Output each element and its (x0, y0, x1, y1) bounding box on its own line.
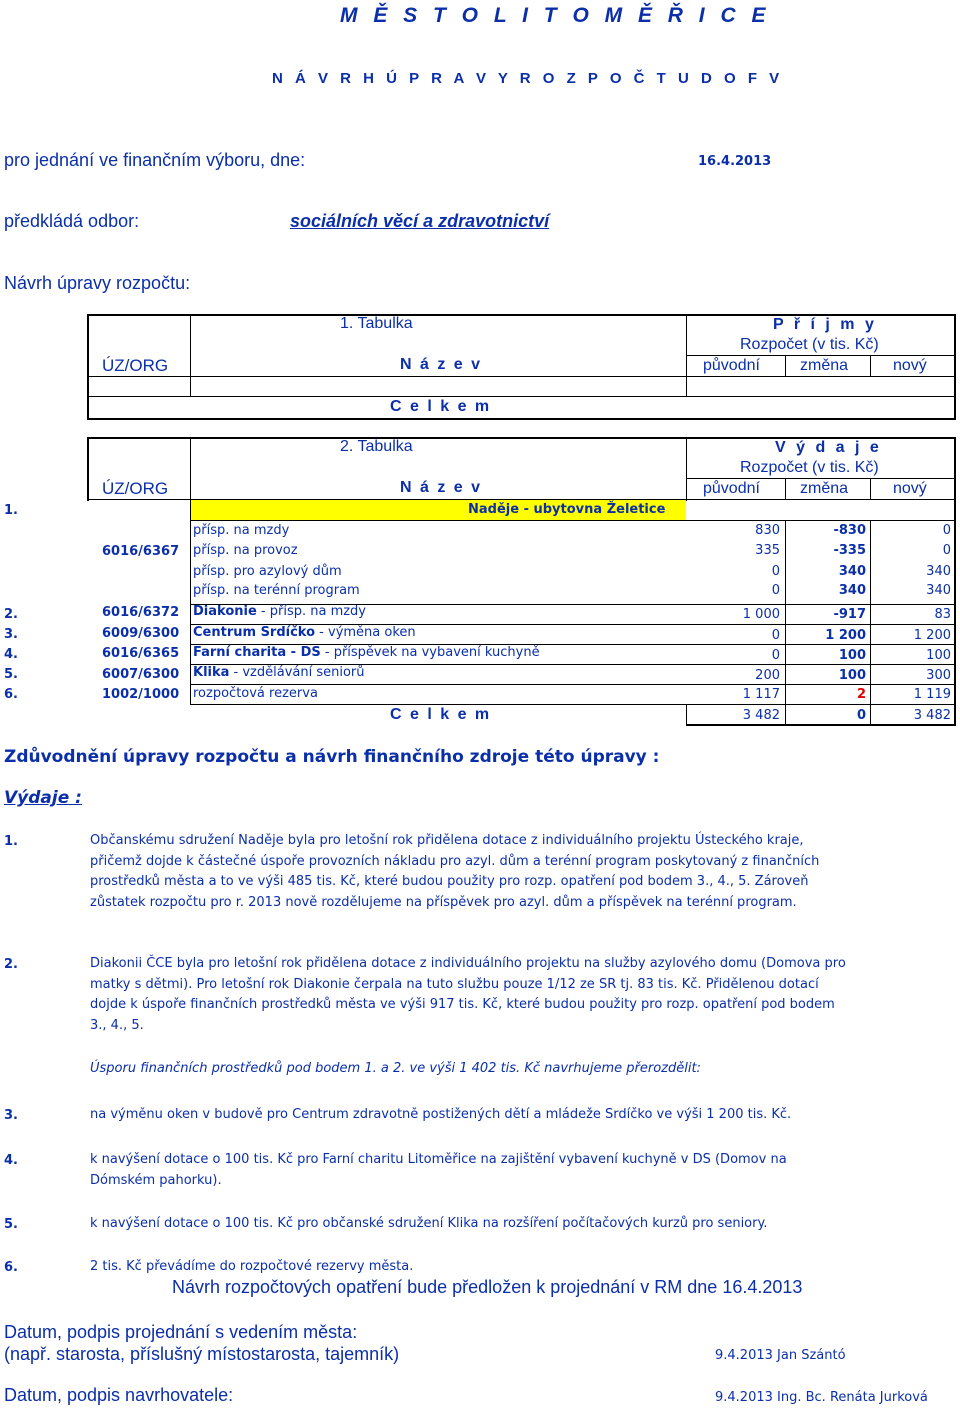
table2-budget-label: Rozpočet (v tis. Kč) (740, 459, 879, 476)
table2-col-zmena: změna (800, 480, 849, 497)
row-puvodni: 335 (755, 543, 780, 558)
savings-note: Úsporu finančních prostředků pod bodem 1. a 2. ve výši 1 402 tis. Kč navrhujeme přerozdělit: (90, 1061, 701, 1076)
row-zmena: 340 (838, 583, 866, 598)
row-number: 6. (4, 687, 18, 702)
row-puvodni: 0 (771, 583, 780, 598)
table1-col-zmena: změna (800, 357, 849, 374)
item-number: 6. (4, 1260, 18, 1275)
row-name: přísp. na provoz (193, 543, 298, 558)
row-novy: 300 (926, 668, 951, 683)
signature-label-3: Datum, podpis navrhovatele: (4, 1385, 234, 1405)
row-name: Farní charita - DS - příspěvek na vybavení kuchyně (193, 645, 540, 660)
row-number: 3. (4, 627, 18, 642)
table1-total-label: C e l k e m (390, 398, 492, 415)
signature-label-1: Datum, podpis projednání s vedením města: (4, 1322, 358, 1342)
table1-budget-label: Rozpočet (v tis. Kč) (740, 336, 879, 353)
table2-title: 2. Tabulka (340, 438, 413, 455)
row-novy: 1 119 (913, 687, 951, 702)
table1-col-puvodni: původní (703, 357, 760, 374)
item-number: 4. (4, 1153, 18, 1168)
item-text: k navýšení dotace o 100 tis. Kč pro občanské sdružení Klika na rozšíření počítačových kurzů pro seniory. (90, 1216, 768, 1231)
row-novy: 100 (926, 648, 951, 663)
table1-org-header: ÚZ/ORG (102, 356, 169, 375)
row-name: přísp. na mzdy (193, 523, 290, 538)
row-zmena: 100 (838, 668, 866, 683)
row-name: Diakonie - přísp. na mzdy (193, 604, 367, 619)
table1-col-novy: nový (893, 357, 927, 374)
row-novy: 1 200 (913, 628, 951, 643)
row-novy: 340 (926, 564, 951, 579)
table2-org-header: ÚZ/ORG (102, 479, 169, 498)
item-text: Občanskému sdružení Naděje byla pro letošní rok přidělena dotace z individuálního projektu Ústeckého kraje, přičemž dojde k částečné úspoře provozních nákladu pro azyl. dům a terénní program poskytovaný z finančních prostředků města a to ve výši 485 tis. Kč, které budou použity pro rozp. opatření pod bodem 3., 4., 5. Zároveň zůstatek rozpočtu pro r. 2013 nově rozdělujeme na příspěvek pro azyl. dům a příspěvek na terénní program. (90, 833, 820, 910)
row-zmena: 1 200 (825, 628, 866, 643)
row-zmena: -335 (833, 543, 866, 558)
row-puvodni: 830 (755, 523, 780, 538)
table1-name-header: N á z e v (400, 356, 483, 373)
item-number: 5. (4, 1217, 18, 1232)
row-name: Centrum Srdíčko - výměna oken (193, 625, 416, 640)
department-label: předkládá odbor: (4, 211, 140, 231)
row-org: 6016/6372 (102, 605, 180, 620)
vydaje-heading: Výdaje : (4, 788, 82, 808)
row-puvodni: 0 (771, 564, 780, 579)
signature-2: 9.4.2013 Ing. Bc. Renáta Jurková (715, 1390, 928, 1405)
meeting-date: 16.4.2013 (698, 154, 772, 169)
group1-org: 6016/6367 (102, 544, 180, 559)
row-zmena: -830 (833, 523, 866, 538)
row-zmena: 340 (838, 564, 866, 579)
table1-section: P ř í j m y (773, 316, 877, 333)
proposal-label: Návrh úpravy rozpočtu: (4, 273, 191, 293)
row-novy: 0 (942, 523, 951, 538)
row-puvodni: 1 117 (742, 687, 780, 702)
meeting-label: pro jednání ve finančním výboru, dne: (4, 150, 306, 170)
rm-note: Návrh rozpočtových opatření bude předložen k projednání v RM dne 16.4.2013 (172, 1277, 803, 1297)
row-org: 6016/6365 (102, 646, 180, 661)
total-zmena: 0 (856, 708, 866, 723)
table2-col-novy: nový (893, 480, 927, 497)
row-name: rozpočtová rezerva (193, 686, 318, 701)
total-puvodni: 3 482 (742, 708, 780, 723)
row-name: přísp. pro azylový dům (193, 564, 342, 579)
city-title: M Ě S T O L I T O M Ě Ř I C E (340, 4, 771, 27)
item-text: na výměnu oken v budově pro Centrum zdravotně postižených dětí a mládeže Srdíčko ve výši 1 200 tis. Kč. (90, 1107, 792, 1122)
table2-total-label: C e l k e m (390, 706, 492, 723)
signature-label-2: (např. starosta, příslušný místostarosta, tajemník) (4, 1344, 400, 1364)
row-puvodni: 1 000 (742, 607, 780, 622)
row-puvodni: 200 (755, 668, 780, 683)
row-name: přísp. na terénní program (193, 583, 360, 598)
row-number: 4. (4, 647, 18, 662)
table1-title: 1. Tabulka (340, 315, 413, 332)
group1-number: 1. (4, 503, 18, 518)
row-novy: 0 (942, 543, 951, 558)
row-zmena: 2 (856, 687, 866, 702)
item-number: 1. (4, 834, 18, 849)
item-text: k navýšení dotace o 100 tis. Kč pro Farní charitu Litoměřice na zajištění vybavení kuchyně v DS (Domov na Dómském pahorku). (90, 1152, 787, 1188)
row-puvodni: 0 (771, 648, 780, 663)
row-number: 2. (4, 607, 18, 622)
item-text: Diakonii ČCE byla pro letošní rok přidělena dotace z individuálního projektu na služby azylového domu (Domova pro matky s dětmi). Pro letošní rok Diakonie čerpala na tuto službu pouze 1/12 ze SR tj. 83 tis. Kč. Přidělenou dotací dojde k úspoře finančních prostředků města ve výši 917 tis. Kč, které budou použity pro rozp. opatření pod bodem 3., 4., 5. (90, 956, 846, 1033)
row-org: 6009/6300 (102, 626, 180, 641)
item-text: 2 tis. Kč převádíme do rozpočtové rezervy města. (90, 1259, 414, 1274)
row-novy: 340 (926, 583, 951, 598)
department-value: sociálních věcí a zdravotnictví (290, 211, 550, 231)
table2-section: V ý d a j e (775, 439, 882, 456)
row-name: Klika - vzdělávání seniorů (193, 665, 365, 680)
table2-col-puvodni: původní (703, 480, 760, 497)
row-puvodni: 0 (771, 628, 780, 643)
signature-1: 9.4.2013 Jan Szántó (715, 1348, 846, 1363)
row-novy: 83 (934, 607, 951, 622)
total-novy: 3 482 (913, 708, 951, 723)
group1-name: Naděje - ubytovna Želetice (468, 502, 666, 517)
table2-name-header: N á z e v (400, 479, 483, 496)
row-zmena: 100 (838, 648, 866, 663)
item-number: 2. (4, 957, 18, 972)
item-number: 3. (4, 1108, 18, 1123)
row-org: 1002/1000 (102, 687, 180, 702)
justification-heading: Zdůvodnění úpravy rozpočtu a návrh finančního zdroje této úpravy : (4, 747, 660, 767)
row-number: 5. (4, 667, 18, 682)
row-zmena: -917 (833, 607, 866, 622)
document-subtitle: N Á V R H Ú P R A V Y R O Z P O Č T U D O F V (272, 70, 784, 87)
row-org: 6007/6300 (102, 667, 180, 682)
